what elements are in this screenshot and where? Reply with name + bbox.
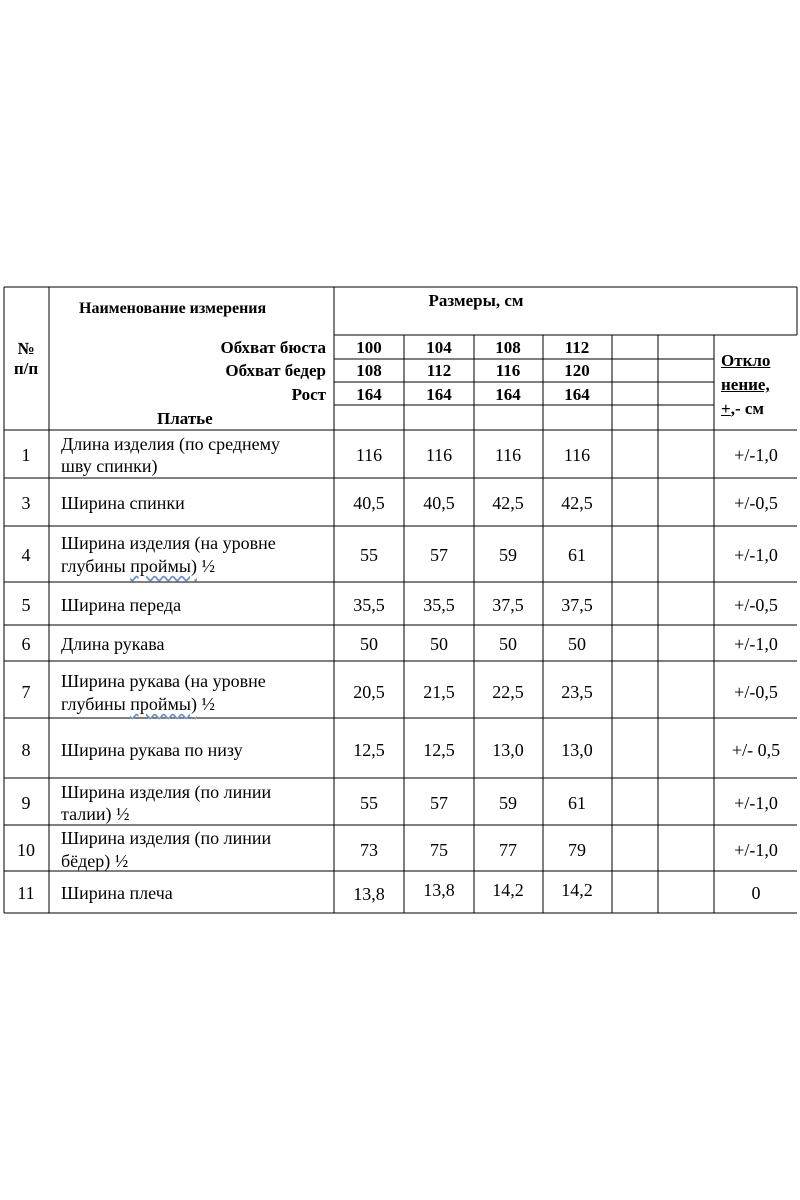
- row-3-number: 4: [21, 545, 31, 565]
- row-8-name-line2: талии) ½: [61, 804, 130, 824]
- base-hips-size-4: 120: [564, 361, 590, 380]
- row-8-size-1: 55: [360, 793, 378, 813]
- row-6-number: 7: [21, 682, 31, 702]
- plus-sign: +: [721, 399, 731, 418]
- row-10-size-1: 13,8: [353, 884, 385, 904]
- row-9-size-1: 73: [360, 840, 378, 860]
- row-5-size-2: 50: [430, 634, 448, 654]
- row-8-size-3: 59: [499, 793, 517, 813]
- row-3-size-4: 61: [568, 545, 586, 565]
- row-1-number: 1: [21, 445, 31, 465]
- row-7-name-line1: Ширина рукава по низу: [61, 740, 243, 760]
- deviation-header-line3: [721, 400, 764, 417]
- row-2-size-2: 40,5: [423, 493, 455, 513]
- row-8-number: 9: [21, 793, 31, 813]
- base-bust-size-1: 100: [356, 338, 382, 357]
- row-1-deviation: +/-1,0: [734, 445, 778, 465]
- row-4-name-line1: Ширина переда: [61, 595, 182, 615]
- row-9-name-line1: Ширина изделия (по линии: [61, 828, 272, 848]
- row-8-name-line1: Ширина изделия (по линии: [61, 782, 272, 802]
- row-8-size-2: 57: [430, 793, 448, 813]
- row-7-size-1: 12,5: [353, 740, 385, 760]
- row-6-name-underlined: проймы): [130, 694, 197, 714]
- row-6-name-line1: Ширина рукава (на уровне: [61, 671, 266, 691]
- base-hips-size-2: 112: [426, 361, 452, 380]
- deviation-header-line2: нение,: [721, 375, 770, 394]
- row-2-number: 3: [21, 493, 31, 513]
- row-3-size-3: 59: [499, 545, 517, 565]
- row-2-name-line1: Ширина спинки: [61, 493, 185, 513]
- row-6-name-part-b: ½: [196, 694, 215, 714]
- row-5-size-1: 50: [360, 634, 378, 654]
- base-label-height: Рост: [291, 385, 326, 404]
- row-4-size-4: 37,5: [561, 595, 593, 615]
- row-3-name-underlined: проймы): [130, 556, 197, 576]
- deviation-unit: ,- см: [730, 399, 764, 418]
- deviation-header-line1: Откло: [721, 351, 771, 370]
- row-10-size-2: 13,8: [423, 880, 455, 900]
- row-9-size-2: 75: [430, 840, 448, 860]
- row-7-deviation: +/- 0,5: [731, 740, 781, 760]
- row-4-size-3: 37,5: [492, 595, 524, 615]
- row-3-name-part-b: ½: [196, 556, 215, 576]
- row-2-deviation: +/-0,5: [734, 493, 778, 513]
- section-label: Платье: [157, 409, 213, 428]
- row-5-deviation: +/-1,0: [734, 634, 778, 654]
- row-3-name-line1: Ширина изделия (на уровне: [61, 533, 276, 553]
- row-7-number: 8: [21, 740, 31, 760]
- row-1-size-4: 116: [563, 445, 591, 465]
- row-8-size-4: 61: [568, 793, 586, 813]
- row-1-size-3: 116: [494, 445, 522, 465]
- sizes-header: Размеры, см: [428, 291, 524, 310]
- row-3-deviation: +/-1,0: [734, 545, 778, 565]
- base-height-size-4: 164: [564, 385, 590, 404]
- row-1-size-1: 116: [355, 445, 383, 465]
- row-3-size-2: 57: [430, 545, 448, 565]
- row-6-size-1: 20,5: [353, 682, 385, 702]
- row-6-size-3: 22,5: [492, 682, 524, 702]
- row-3-name-line2: [61, 557, 215, 575]
- row-7-size-4: 13,0: [561, 740, 593, 760]
- row-4-size-2: 35,5: [423, 595, 455, 615]
- row-3-size-1: 55: [360, 545, 378, 565]
- base-label-bust: Обхват бюста: [220, 338, 326, 357]
- row-4-deviation: +/-0,5: [734, 595, 778, 615]
- row-1-name-line1: Длина изделия (по среднему: [61, 434, 281, 454]
- base-bust-size-4: 112: [564, 338, 590, 357]
- base-height-size-2: 164: [426, 385, 452, 404]
- number-header-line2: п/п: [13, 359, 39, 378]
- row-7-size-3: 13,0: [492, 740, 524, 760]
- base-hips-size-1: 108: [356, 361, 382, 380]
- row-7-size-2: 12,5: [423, 740, 455, 760]
- row-6-name-part-a: глубины: [61, 694, 131, 714]
- row-3-name-part-a: глубины: [61, 556, 131, 576]
- row-8-deviation: +/-1,0: [734, 793, 778, 813]
- base-hips-size-3: 116: [495, 361, 521, 380]
- row-1-name-line2: шву спинки): [61, 456, 158, 476]
- row-10-size-3: 14,2: [492, 880, 524, 900]
- row-2-size-4: 42,5: [561, 493, 593, 513]
- row-5-name-line1: Длина рукава: [61, 634, 165, 654]
- base-label-hips: Обхват бедер: [225, 361, 326, 380]
- row-9-deviation: +/-1,0: [734, 840, 778, 860]
- row-1-size-2: 116: [425, 445, 453, 465]
- row-10-name-line1: Ширина плеча: [61, 883, 173, 903]
- row-10-deviation: 0: [751, 883, 761, 903]
- base-height-size-3: 164: [495, 385, 521, 404]
- row-9-number: 10: [17, 840, 35, 860]
- row-5-number: 6: [21, 634, 31, 654]
- number-header-line1: №: [17, 339, 35, 358]
- row-6-size-2: 21,5: [423, 682, 455, 702]
- row-5-size-4: 50: [568, 634, 586, 654]
- row-4-number: 5: [21, 595, 31, 615]
- row-9-size-3: 77: [499, 840, 517, 860]
- row-4-size-1: 35,5: [353, 595, 385, 615]
- base-bust-size-3: 108: [495, 338, 521, 357]
- row-6-deviation: +/-0,5: [734, 682, 778, 702]
- row-10-size-4: 14,2: [561, 880, 593, 900]
- row-2-size-1: 40,5: [353, 493, 385, 513]
- row-10-number: 11: [17, 883, 35, 903]
- row-2-size-3: 42,5: [492, 493, 524, 513]
- base-bust-size-2: 104: [426, 338, 452, 357]
- row-6-size-4: 23,5: [561, 682, 593, 702]
- row-9-name-line2: бёдер) ½: [61, 851, 129, 871]
- row-6-name-line2: [61, 695, 215, 713]
- row-9-size-4: 79: [568, 840, 586, 860]
- row-5-size-3: 50: [499, 634, 517, 654]
- name-column-header: Наименование измерения: [79, 300, 267, 317]
- base-height-size-1: 164: [356, 385, 382, 404]
